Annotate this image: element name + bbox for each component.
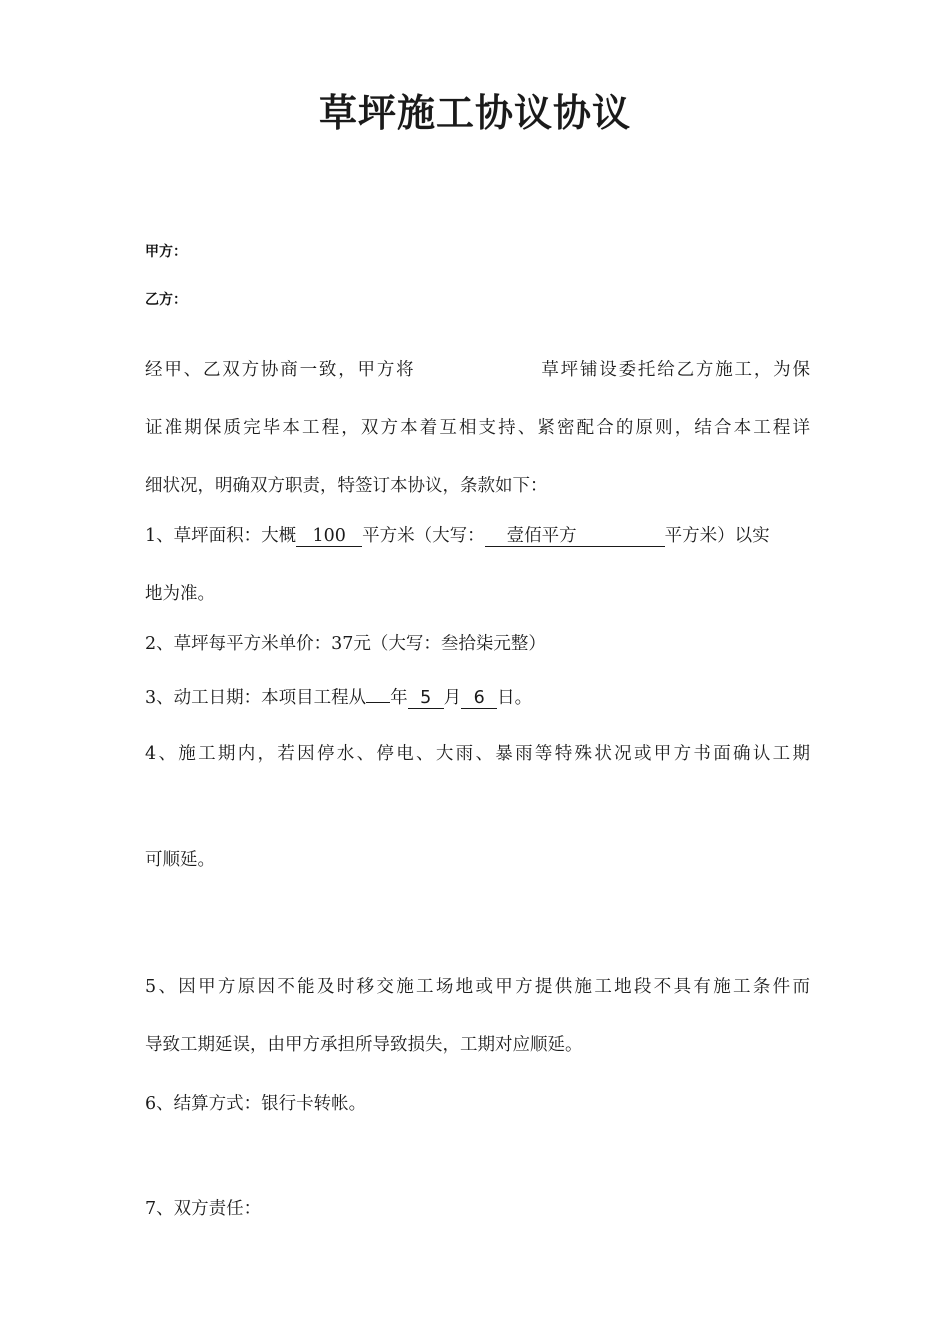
area-value: 100 xyxy=(296,526,362,547)
day-label: 日。 xyxy=(497,688,533,708)
area-upper-text: 壹佰平方 xyxy=(506,526,577,546)
intro-line-2: 证准期保质完毕本工程，双方本着互相支持、紧密配合的原则，结合本工程详 xyxy=(145,418,810,438)
party-b-label: 乙方： xyxy=(145,292,187,308)
clause-1-line-2: 地为准。 xyxy=(145,584,215,604)
clause-4-line-2: 可顺延。 xyxy=(145,850,215,870)
day-value: 6 xyxy=(461,688,497,709)
year-blank xyxy=(366,702,390,703)
document-title: 草坪施工协议协议 xyxy=(318,90,631,135)
clause-1-suffix: 平方米）以实 xyxy=(664,526,770,546)
clause-5-line-2: 导致工期延误，由甲方承担所导致损失，工期对应顺延。 xyxy=(145,1035,583,1055)
clause-4-line-1: 4、施工期内，若因停水、停电、大雨、暴雨等特殊状况或甲方书面确认工期 xyxy=(145,744,810,764)
clause-2: 2、草坪每平方米单价：37元（大写：叁拾柒元整） xyxy=(145,634,546,654)
clause-1-line-1 xyxy=(145,524,810,548)
clause-5-line-1: 5、因甲方原因不能及时移交施工场地或甲方提供施工地段不具有施工条件而 xyxy=(145,977,810,997)
intro-line-3: 细状况，明确双方职责，特签订本协议，条款如下： xyxy=(145,476,548,496)
clause-1-mid: 平方米（大写： xyxy=(362,526,485,546)
party-a-label: 甲方： xyxy=(145,244,187,260)
clause-3 xyxy=(145,686,810,710)
clause-3-prefix: 3、动工日期：本项目工程从 xyxy=(145,688,367,708)
intro-line-1 xyxy=(145,358,810,382)
clause-6: 6、结算方式：银行卡转帐。 xyxy=(145,1094,367,1114)
month-label: 月 xyxy=(443,688,462,708)
area-upper-value xyxy=(485,526,665,547)
clause-1-prefix: 1、草坪面积：大概 xyxy=(145,526,297,546)
year-label: 年 xyxy=(390,688,408,708)
month-value: 5 xyxy=(408,688,444,709)
intro-line-1-after: 草坪铺设委托给乙方施工，为保 xyxy=(539,360,810,380)
intro-line-1-before: 经甲、乙双方协商一致，甲方将 xyxy=(145,360,416,380)
clause-7: 7、双方责任： xyxy=(145,1199,262,1219)
